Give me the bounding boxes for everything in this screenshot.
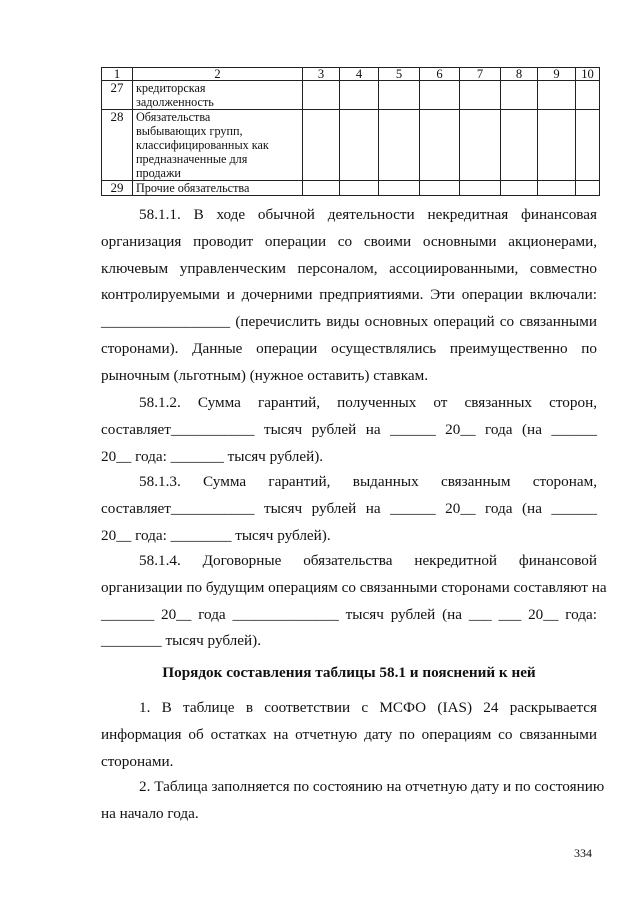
column-header: 7 [460,68,501,81]
table-header-row [102,68,600,81]
text-line: составляет___________ тысяч рублей на ______ 20__ года (на ______ [101,420,597,438]
text-line: ключевым управленческим персоналом, ассоциированными, совместно [101,259,597,277]
column-header: 10 [576,68,600,81]
paragraph-1 [101,695,597,775]
table-cell [420,110,460,181]
row-label-line: Прочие обязательства [136,181,250,195]
column-header: 6 [420,68,460,81]
text-line: сторонами. [101,752,174,770]
column-header: 2 [133,68,303,81]
text-line: 20__ года: _______ тысяч рублей). [101,447,324,465]
table-cell [576,110,600,181]
row-label-line: Обязательства [136,110,211,124]
table-row [102,181,600,196]
column-header: 1 [102,68,133,81]
table-cell [501,110,538,181]
table-cell [501,81,538,110]
table-cell [460,181,501,196]
text-line: составляет___________ тысяч рублей на ______ 20__ года (на ______ [101,499,597,517]
table-cell [379,110,420,181]
text-line: контролируемыми и дочерними предприятиями. Эти операции включали: [101,286,597,304]
table-cell [379,81,420,110]
row-label-line: кредиторская [136,81,206,95]
paragraph-58-1-1 [101,202,597,390]
text-line: 58.1.4. Договорные обязательства некредитной финансовой [139,552,597,569]
row-label [133,110,303,181]
table-cell [576,81,600,110]
row-label-line: задолженность [136,95,214,109]
table-row [102,110,600,181]
paragraph-2 [101,774,605,828]
table-cell [340,181,379,196]
table-cell [303,181,340,196]
row-label [133,81,303,110]
section-heading: Порядок составления таблицы 58.1 и пояснений к ней [162,664,536,681]
table-cell [538,81,576,110]
page-number: 334 [574,846,592,860]
table-cell [460,81,501,110]
table-cell [303,110,340,181]
text-line: организации по будущим операциям со связанными сторонами составляют на [101,578,607,596]
text-line: _________________ (перечислить виды основных операций со связанными [101,313,597,331]
liabilities-table [101,67,600,196]
paragraph-58-1-3 [101,469,597,549]
table-cell [379,181,420,196]
table-cell [576,181,600,196]
column-header: 4 [340,68,379,81]
table-cell [420,181,460,196]
row-label [133,181,303,196]
table-cell [420,81,460,110]
text-line: 58.1.1. В ходе обычной деятельности некредитная финансовая [139,206,597,223]
column-header: 5 [379,68,420,81]
text-line: 1. В таблице в соответствии с МСФО (IAS) 24 раскрывается [139,699,597,716]
table-cell [538,181,576,196]
text-line: ________ тысяч рублей). [101,632,261,650]
row-label-line: классифицированных как [136,138,269,152]
text-line: рыночным (льготным) (нужное оставить) ставкам. [101,366,429,384]
text-line: информация об остатках на отчетную дату по операциям со связанными [101,725,597,743]
table-cell [340,110,379,181]
row-number: 28 [102,110,133,181]
table-cell [303,81,340,110]
text-line: _______ 20__ года ______________ тысяч рублей (на ___ ___ 20__ года: [101,605,597,623]
text-line: 20__ года: ________ тысяч рублей). [101,526,331,544]
text-line: 58.1.2. Сумма гарантий, полученных от связанных сторон, [139,394,597,411]
column-header: 3 [303,68,340,81]
text-line: 2. Таблица заполняется по состоянию на отчетную дату и по состоянию [139,778,605,795]
table-cell [501,181,538,196]
text-line: 58.1.3. Сумма гарантий, выданных связанным сторонам, [139,473,597,490]
paragraph-58-1-4 [101,548,607,655]
table-cell [460,110,501,181]
text-line: организация проводит операции со своими основными акционерами, [101,232,597,250]
row-label-line: продажи [136,166,181,180]
column-header: 8 [501,68,538,81]
text-line: сторонами). Данные операции осуществлялись преимущественно по [101,339,597,357]
table-row [102,81,600,110]
row-label-line: предназначенные для [136,152,248,166]
paragraph-58-1-2 [101,390,597,470]
table-cell [538,110,576,181]
row-number: 27 [102,81,133,110]
row-number: 29 [102,181,133,196]
text-line: на начало года. [101,804,199,822]
table-cell [340,81,379,110]
column-header: 9 [538,68,576,81]
row-label-line: выбывающих групп, [136,124,243,138]
